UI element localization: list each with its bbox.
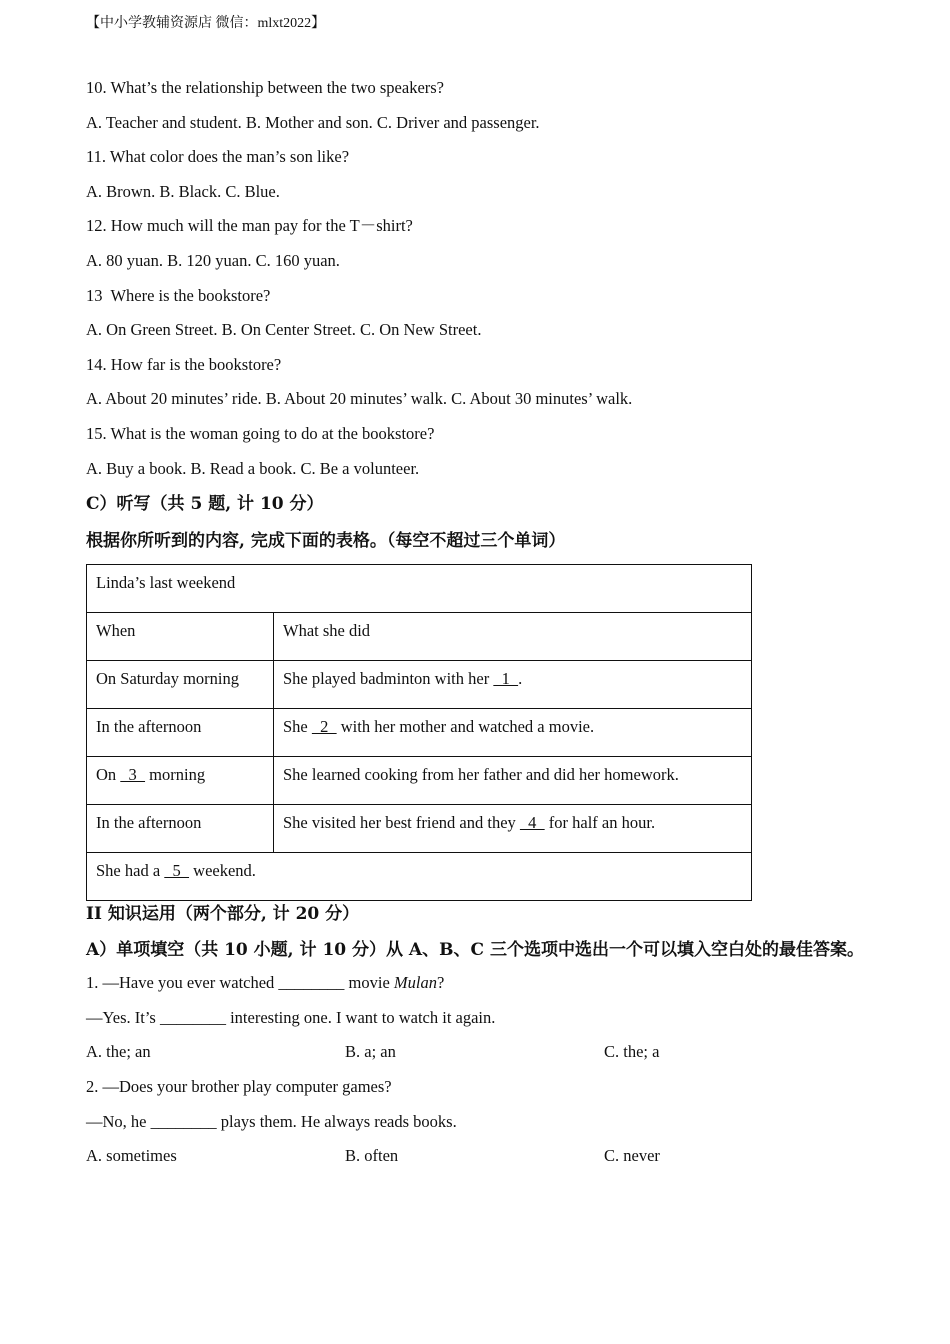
linda-weekend-table <box>86 564 752 901</box>
table-row <box>87 565 752 613</box>
table-row <box>87 757 752 805</box>
blank-4: 4 <box>519 813 545 833</box>
header-when: When <box>87 613 274 661</box>
mc-options-2 <box>86 1146 876 1181</box>
row5-text-post: weekend. <box>189 861 256 881</box>
row1-when: On Saturday morning <box>87 661 274 709</box>
mc-question-2: 2. —Does your brother play computer games? <box>86 1076 392 1096</box>
table-row <box>87 805 752 853</box>
mc-reply-1: —Yes. It’s ________ interesting one. I want to watch it again. <box>86 1007 496 1027</box>
row2-when: In the afternoon <box>87 709 274 757</box>
row2-text-pre: She <box>283 717 312 737</box>
row4-text-post: for half an hour. <box>544 813 656 833</box>
question-12: 12. How much will the man pay for the T－shirt? <box>86 216 413 236</box>
question-11: 11. What color does the man’s son like? <box>86 147 350 167</box>
answer-11: A. Brown. B. Black. C. Blue. <box>86 181 280 201</box>
row4-what <box>274 805 752 853</box>
mc1-question-pre: 1. —Have you ever watched ________ movie <box>86 973 394 993</box>
answer-14: A. About 20 minutes’ ride. B. About 20 minutes’ walk. C. About 30 minutes’ walk. <box>86 389 633 409</box>
row4-when: In the afternoon <box>87 805 274 853</box>
table-title-cell: Linda’s last weekend <box>87 565 752 613</box>
row5-text-pre: She had a <box>96 861 165 881</box>
blank-5: 5 <box>164 861 190 881</box>
row3-when <box>87 757 274 805</box>
mc1-question-italic: Mulan <box>393 973 438 993</box>
document-body <box>86 78 876 1181</box>
row3-when-pre: On <box>96 765 121 785</box>
answer-10: A. Teacher and student. B. Mother and son. C. Driver and passenger. <box>86 112 540 132</box>
question-14: 14. How far is the bookstore? <box>86 354 282 374</box>
mc1-option-a: A. the; an <box>86 1042 151 1062</box>
row1-text-post: . <box>518 669 523 689</box>
mc-options-1 <box>86 1042 876 1077</box>
row1-text-pre: She played badminton with her <box>283 669 494 689</box>
question-13: 13 Where is the bookstore? <box>86 285 271 305</box>
blank-1: 1 <box>493 669 519 689</box>
mc2-option-a: A. sometimes <box>86 1146 177 1166</box>
question-15: 15. What is the woman going to do at the bookstore? <box>86 423 435 443</box>
mc-question-1 <box>86 973 876 1008</box>
section-ii-a-instruction: A）单项填空（共 10 小题, 计 10 分）从 A、B、C 三个选项中选出一个可以填入空白处的最佳答案。 <box>86 940 864 961</box>
row4-text-pre: She visited her best friend and they <box>283 813 520 833</box>
table-row <box>87 709 752 757</box>
row5-summary <box>87 853 752 901</box>
row2-what <box>274 709 752 757</box>
section-ii-title: II 知识运用（两个部分, 计 20 分） <box>86 904 360 925</box>
row3-what: She learned cooking from her father and did her homework. <box>274 757 752 805</box>
row3-when-post: morning <box>145 765 206 785</box>
section-c-title: C）听写（共 5 题, 计 10 分） <box>86 494 324 515</box>
header-what: What she did <box>274 613 752 661</box>
mc1-option-c: C. the; a <box>604 1042 660 1062</box>
mc1-option-b: B. a; an <box>345 1042 396 1062</box>
section-c-instruction: 根据你所听到的内容, 完成下面的表格。（每空不超过三个单词） <box>86 531 566 552</box>
blank-2: 2 <box>311 717 337 737</box>
mc2-option-c: C. never <box>604 1146 660 1166</box>
row1-what <box>274 661 752 709</box>
header-watermark: 【中小学教辅资源店 微信：mlxt2022】 <box>86 16 326 31</box>
table-row <box>87 661 752 709</box>
question-10: 10. What’s the relationship between the two speakers? <box>86 78 445 97</box>
answer-12: A. 80 yuan. B. 120 yuan. C. 160 yuan. <box>86 250 340 270</box>
table-row <box>87 613 752 661</box>
row2-text-post: with her mother and watched a movie. <box>336 717 595 737</box>
table-row <box>87 853 752 901</box>
answer-15: A. Buy a book. B. Read a book. C. Be a volunteer. <box>86 458 420 478</box>
blank-3: 3 <box>120 765 146 785</box>
mc-reply-2: —No, he ________ plays them. He always reads books. <box>86 1111 457 1131</box>
answer-13: A. On Green Street. B. On Center Street. C. On New Street. <box>86 320 482 340</box>
mc1-question-post: ? <box>437 973 445 993</box>
mc2-option-b: B. often <box>345 1146 399 1166</box>
